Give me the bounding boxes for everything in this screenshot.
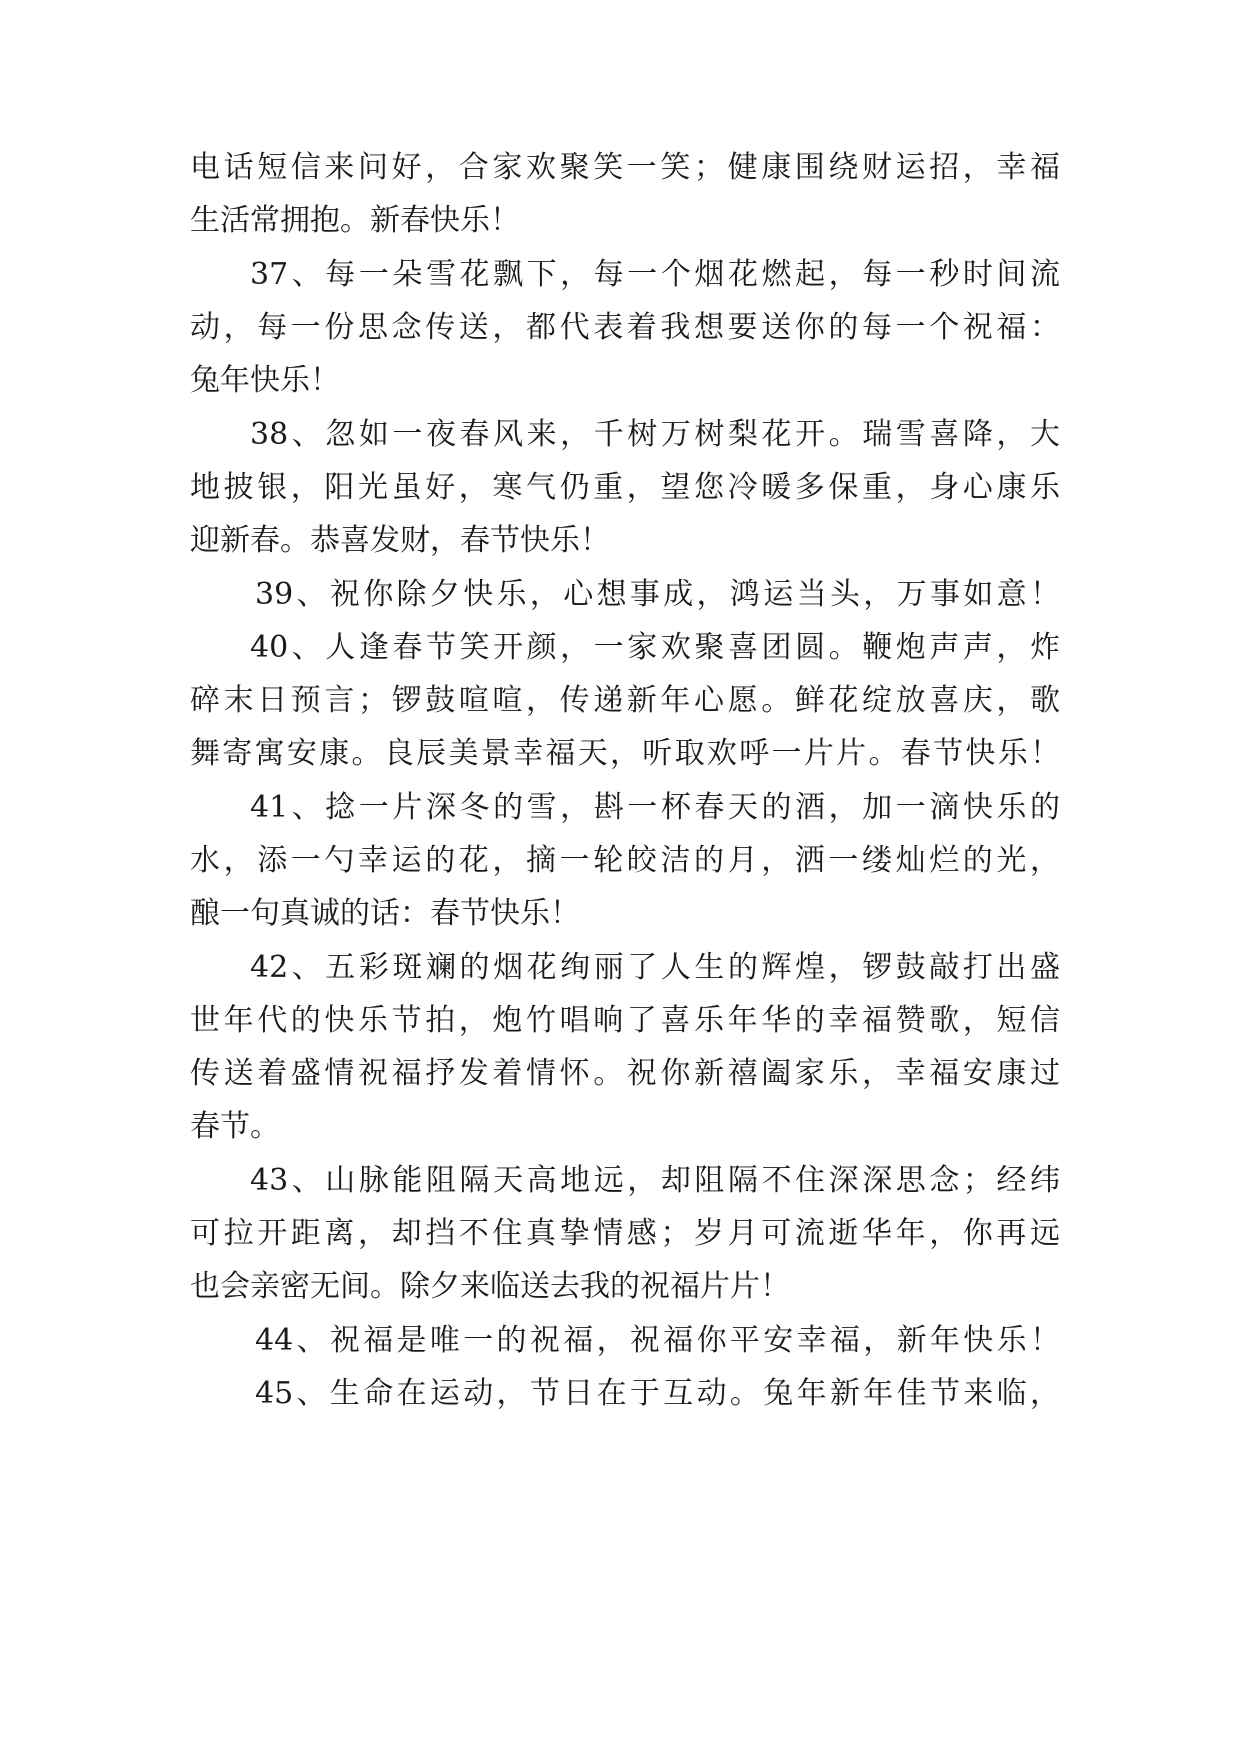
text-line: 春节。: [190, 1109, 280, 1144]
text-line: 44、祝福是唯一的祝福，祝福你平安幸福，新年快乐！: [255, 1323, 1060, 1358]
text-line: 37、每一朵雪花飘下，每一个烟花燃起，每一秒时间流: [250, 257, 1060, 292]
text-line: 38、忽如一夜春风来，千树万树梨花开。瑞雪喜降，大: [250, 417, 1060, 452]
text-line: 动，每一份思念传送，都代表着我想要送你的每一个祝福：: [190, 310, 1060, 345]
text-line: 地披银，阳光虽好，寒气仍重，望您冷暖多保重，身心康乐: [190, 470, 1060, 505]
text-line: 生活常拥抱。新春快乐！: [190, 203, 520, 238]
text-line: 世年代的快乐节拍，炮竹唱响了喜乐年华的幸福赞歌，短信: [190, 1003, 1060, 1038]
text-line: 43、山脉能阻隔天高地远，却阻隔不住深深思念；经纬: [250, 1163, 1060, 1198]
text-line: 40、人逢春节笑开颜，一家欢聚喜团圆。鞭炮声声，炸: [250, 630, 1060, 665]
text-line: 39、祝你除夕快乐，心想事成，鸿运当头，万事如意！: [255, 577, 1060, 612]
text-line: 42、五彩斑斓的烟花绚丽了人生的辉煌，锣鼓敲打出盛: [250, 950, 1060, 985]
text-line: 酿一句真诚的话：春节快乐！: [190, 896, 580, 931]
text-line: 也会亲密无间。除夕来临送去我的祝福片片！: [190, 1269, 790, 1304]
text-line: 碎末日预言；锣鼓喧喧，传递新年心愿。鲜花绽放喜庆，歌: [190, 683, 1060, 718]
text-line: 电话短信来问好，合家欢聚笑一笑；健康围绕财运招，幸福: [190, 150, 1060, 185]
text-line: 迎新春。恭喜发财，春节快乐！: [190, 523, 610, 558]
text-line: 45、生命在运动，节日在于互动。兔年新年佳节来临，: [255, 1376, 1060, 1411]
text-line: 传送着盛情祝福抒发着情怀。祝你新禧阖家乐，幸福安康过: [190, 1056, 1060, 1091]
text-line: 可拉开距离，却挡不住真挚情感；岁月可流逝华年，你再远: [190, 1216, 1060, 1251]
text-line: 41、捻一片深冬的雪，斟一杯春天的酒，加一滴快乐的: [250, 790, 1060, 825]
text-line: 兔年快乐！: [190, 363, 340, 398]
text-line: 舞寄寓安康。良辰美景幸福天，听取欢呼一片片。春节快乐！: [190, 736, 1060, 771]
text-line: 水，添一勺幸运的花，摘一轮皎洁的月，洒一缕灿烂的光，: [190, 843, 1060, 878]
